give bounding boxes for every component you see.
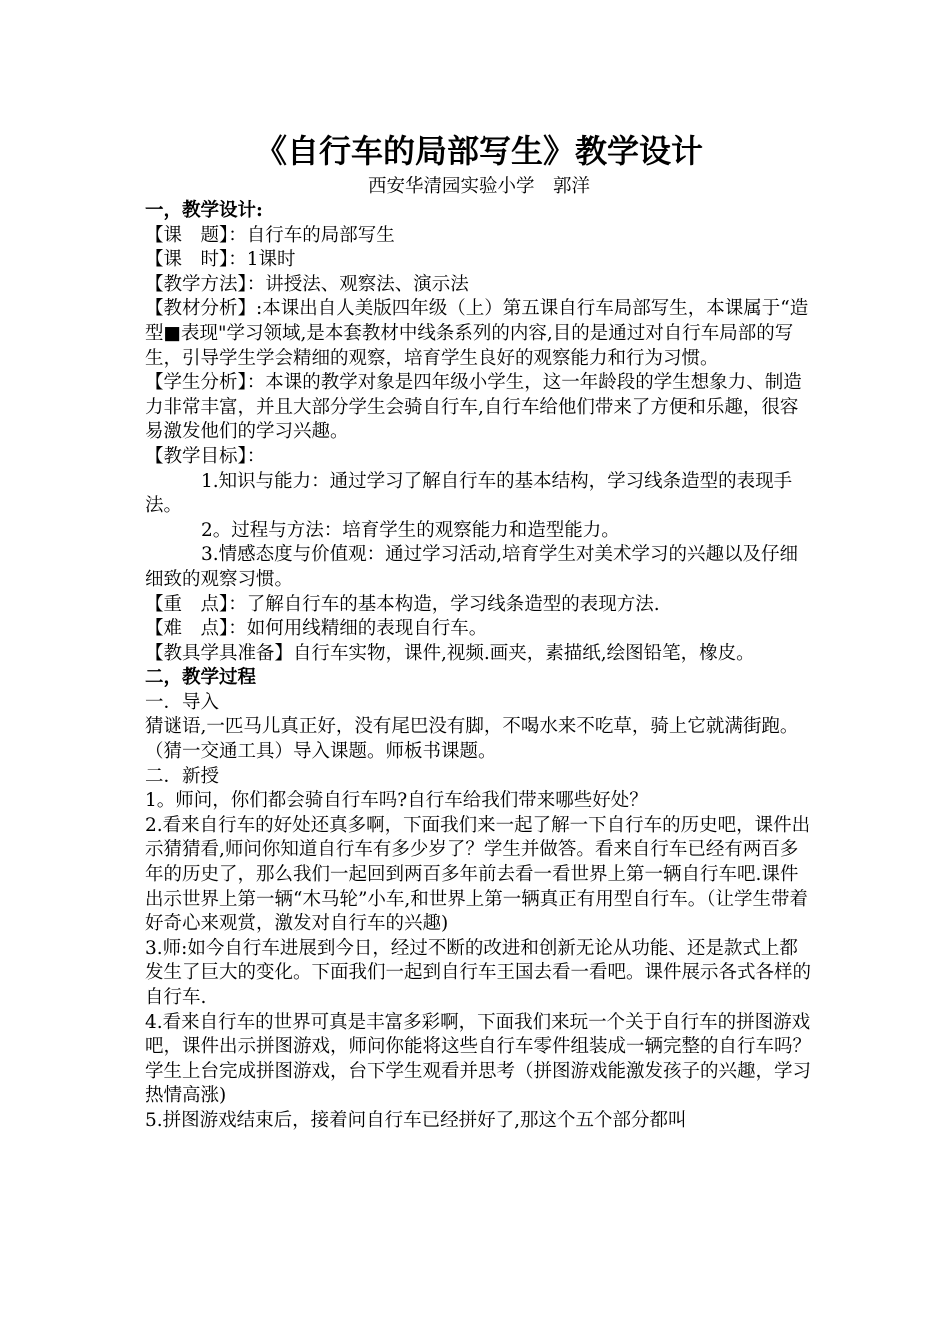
part-1-text: 猜谜语,一匹马儿真正好，没有尾巴没有脚，不喝水来不吃草，骑上它就满街跑。（猜一交通工具）导入课题。师板书课题。	[145, 716, 799, 763]
section-heading-process: 二，教学过程	[145, 667, 257, 689]
material-analysis: 【教材分析】:本课出自人美版四年级（上）第五课自行车局部写生，本课属于“造型■表现"学习领域,是本套教材中线条系列的内容,目的是通过对自行车局部的写生，引导学生学会精细的观察，培育学生良好的观察能力和行为习惯。	[145, 298, 809, 369]
goal-3: 3.情感态度与价值观：通过学习活动,培育学生对美术学习的兴趣以及仔细细致的观察习惯。	[145, 544, 799, 590]
section-heading-design: 一，教学设计:	[145, 200, 263, 221]
goal-1: 1.知识与能力：通过学习了解自行车的基本结构，学习线条造型的表现手法。	[145, 470, 793, 517]
part-1-heading: 一．导入	[145, 691, 220, 713]
student-analysis: 【学生分析】：本课的教学对象是四年级小学生，这一年龄段的学生想象力、制造力非常丰富，并且大部分学生会骑自行车,自行车给他们带来了方便和乐趣，很容易激发他们的学习兴趣。	[145, 372, 802, 443]
document-title: 《自行车的局部写生》教学设计	[254, 132, 703, 170]
step-4: 4.看来自行车的世界可真是丰富多彩啊，下面我们来玩一个关于自行车的拼图游戏吧，课件出示拼图游戏，师问你能将这些自行车零件组装成一辆完整的自行车吗？学生上台完成拼图游戏，台下学生观看并思考（拼图游戏能激发孩子的兴趣，学习热情高涨)	[145, 1011, 812, 1107]
step-1: 1。师问，你们都会骑自行车吗?自行车给我们带来哪些好处？	[145, 790, 648, 812]
goal-2: 2。过程与方法：培育学生的观察能力和造型能力。	[201, 519, 620, 541]
key-point: 【重 点】：了解自行车的基本构造，学习线条造型的表现方法.	[145, 593, 660, 615]
difficulty: 【难 点】：如何用线精细的表现自行车。	[145, 618, 488, 640]
author-line: 西安华清园实验小学 郭洋	[367, 176, 590, 197]
step-3: 3.师:如今自行车进展到今日，经过不断的改进和创新无论从功能、还是款式上都发生了巨大的变化。下面我们一起到自行车王国去看一看吧。课件展示各式各样的自行车.	[145, 937, 812, 1008]
step-5: 5.拼图游戏结束后，接着问自行车已经拼好了,那这个五个部分都叫	[145, 1109, 687, 1131]
lesson-hours: 【课 时】：1课时	[145, 249, 296, 271]
teaching-methods: 【教学方法】：讲授法、观察法、演示法	[145, 273, 469, 295]
step-2: 2.看来自行车的好处还真多啊，下面我们来一起了解一下自行车的历史吧，课件出示猜猜看,师问你知道自行车有多少岁了？学生并做答。看来自行车已经有两百多年的历史了，那么我们一起回到两百多年前去看一看世界上第一辆自行车吧.课件出示世界上第一辆“木马轮”小车,和世界上第一辆真正有用型自行车。（让学生带着好奇心来观赏，激发对自行车的兴趣)	[145, 814, 811, 935]
materials: 【教具学具准备】自行车实物，课件,视频.画夹，素描纸,绘图铅笔，橡皮。	[145, 642, 755, 664]
part-2-heading: 二．新授	[145, 765, 220, 787]
document-page	[145, 128, 813, 1134]
goals-heading: 【教学目标】：	[145, 445, 266, 467]
lesson-topic: 【课 题】：自行车的局部写生	[145, 224, 395, 246]
